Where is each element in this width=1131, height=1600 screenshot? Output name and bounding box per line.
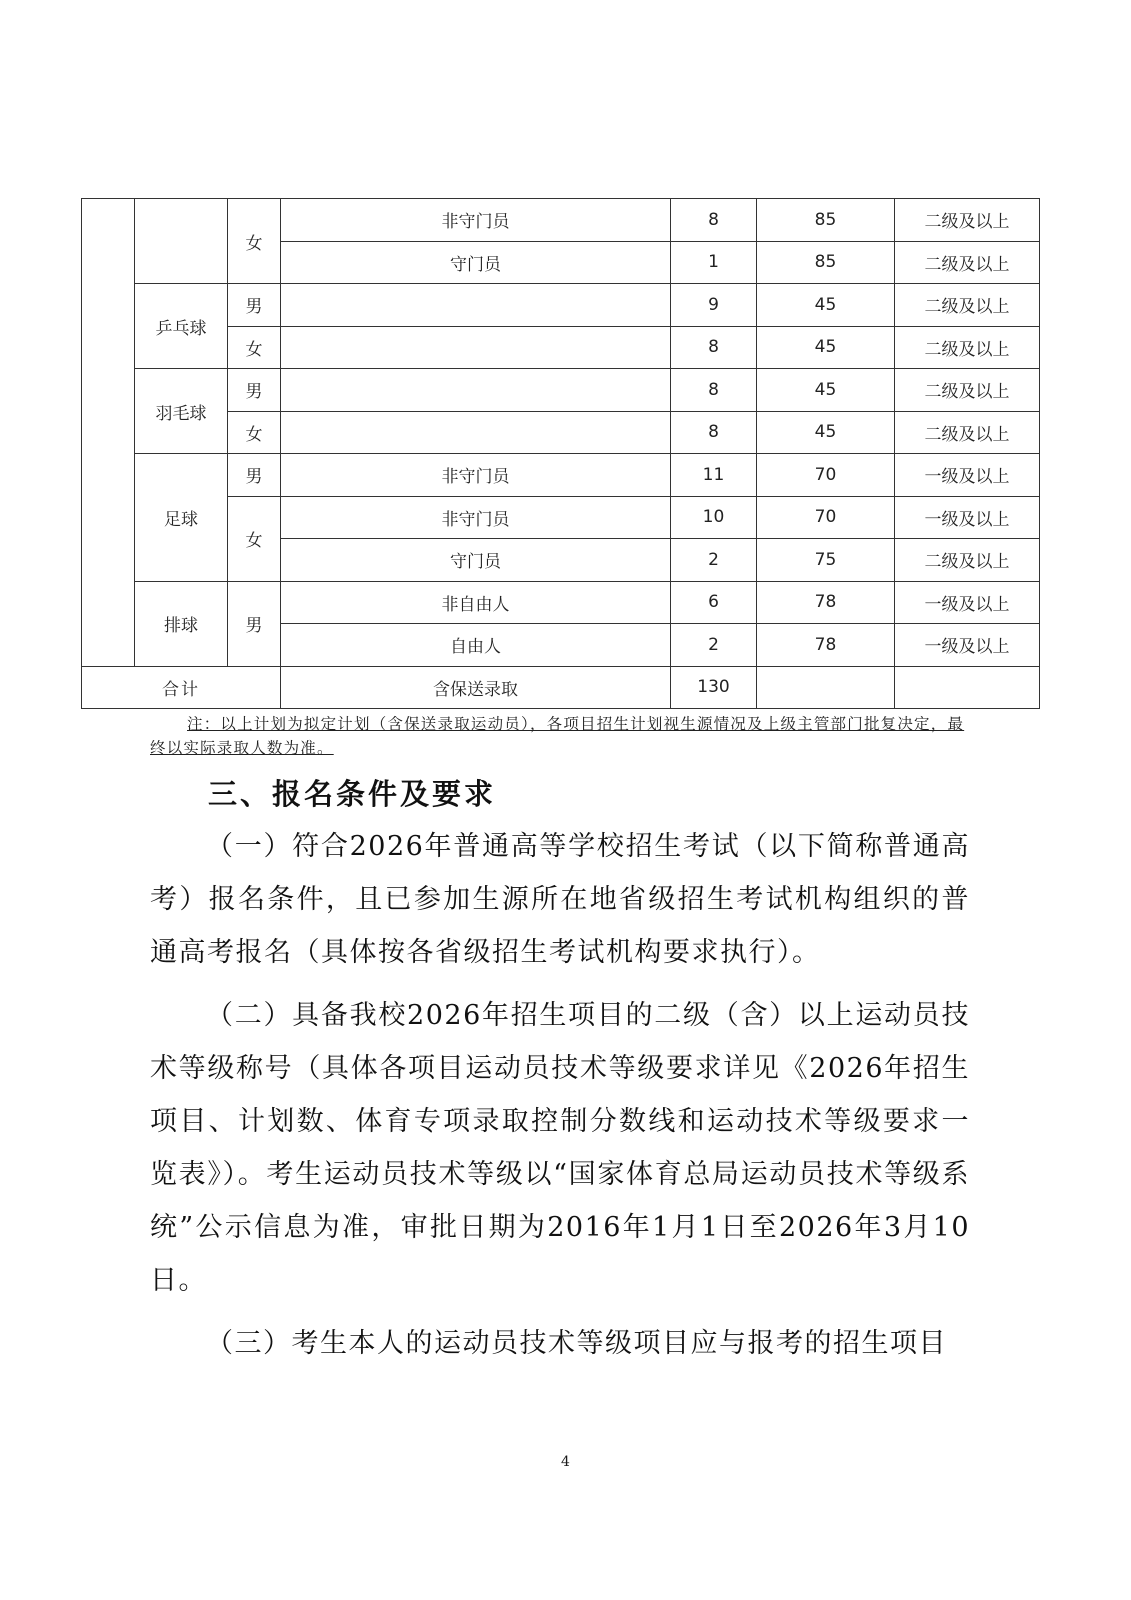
total-level-cell: [895, 666, 1040, 709]
count-cell: 11: [671, 454, 757, 497]
count-cell: 1: [671, 241, 757, 284]
level-cell: 一级及以上: [895, 581, 1040, 624]
section-body: [150, 820, 970, 1380]
count-cell: 8: [671, 369, 757, 412]
total-count: 130: [671, 666, 757, 709]
paragraph: （二）具备我校2026年招生项目的二级（含）以上运动员技术等级称号（具体各项目运动员技术等级要求详见《2026年招生项目、计划数、体育专项录取控制分数线和运动技术等级要求一览表》）。考生运动员技术等级以“国家体育总局运动员技术等级系统”公示信息为准，审批日期为2016年1月1日至2026年3月10日。: [150, 1000, 970, 1296]
gender-cell: 男: [228, 369, 281, 412]
table-row: [82, 369, 1040, 412]
count-cell: 8: [671, 199, 757, 242]
sport-cell: 排球: [135, 581, 228, 666]
score-cell: 70: [757, 496, 895, 539]
paragraph: （三）考生本人的运动员技术等级项目应与报考的招生项目: [206, 1328, 947, 1359]
count-cell: 6: [671, 581, 757, 624]
level-cell: 二级及以上: [895, 539, 1040, 582]
gender-cell: 女: [228, 496, 281, 581]
gender-cell: 男: [228, 454, 281, 497]
position-cell: 非守门员: [281, 199, 671, 242]
position-cell: 守门员: [281, 539, 671, 582]
sport-cell: 乒乓球: [135, 284, 228, 369]
table-row: [82, 454, 1040, 497]
score-cell: 45: [757, 284, 895, 327]
table-row: [82, 284, 1040, 327]
position-cell: [281, 326, 671, 369]
count-cell: 8: [671, 326, 757, 369]
level-cell: 一级及以上: [895, 624, 1040, 667]
total-note: 含保送录取: [281, 666, 671, 709]
count-cell: 2: [671, 539, 757, 582]
position-cell: 守门员: [281, 241, 671, 284]
position-cell: 非守门员: [281, 454, 671, 497]
score-cell: 45: [757, 369, 895, 412]
level-cell: 一级及以上: [895, 454, 1040, 497]
score-cell: 45: [757, 411, 895, 454]
level-cell: 二级及以上: [895, 284, 1040, 327]
score-cell: 45: [757, 326, 895, 369]
category-cell: [82, 199, 135, 667]
section-title: 三、报名条件及要求: [208, 777, 497, 811]
score-cell: 70: [757, 454, 895, 497]
gender-cell: 女: [228, 199, 281, 284]
sport-cell: 羽毛球: [135, 369, 228, 454]
table-row: [82, 199, 1040, 242]
score-cell: 75: [757, 539, 895, 582]
gender-cell: 男: [228, 581, 281, 666]
gender-cell: 女: [228, 326, 281, 369]
enrollment-plan-table: [81, 198, 1040, 709]
total-label: 合计: [82, 666, 281, 709]
paragraph: （一）符合2026年普通高等学校招生考试（以下简称普通高考）报名条件，且已参加生源所在地省级招生考试机构组织的普通高考报名（具体按各省级招生考试机构要求执行）。: [150, 831, 970, 968]
position-cell: 非自由人: [281, 581, 671, 624]
position-cell: 自由人: [281, 624, 671, 667]
position-cell: [281, 411, 671, 454]
score-cell: 78: [757, 624, 895, 667]
table-row: [82, 581, 1040, 624]
total-row: [82, 666, 1040, 709]
level-cell: 二级及以上: [895, 326, 1040, 369]
level-cell: 一级及以上: [895, 496, 1040, 539]
level-cell: 二级及以上: [895, 411, 1040, 454]
sport-cell: [135, 199, 228, 284]
count-cell: 10: [671, 496, 757, 539]
score-cell: 85: [757, 241, 895, 284]
position-cell: 非守门员: [281, 496, 671, 539]
count-cell: 2: [671, 624, 757, 667]
score-cell: 78: [757, 581, 895, 624]
level-cell: 二级及以上: [895, 199, 1040, 242]
gender-cell: 女: [228, 411, 281, 454]
score-cell: 85: [757, 199, 895, 242]
level-cell: 二级及以上: [895, 369, 1040, 412]
count-cell: 8: [671, 411, 757, 454]
count-cell: 9: [671, 284, 757, 327]
page-number: 4: [561, 1454, 570, 1470]
gender-cell: 男: [228, 284, 281, 327]
table-note: 注：以上计划为拟定计划（含保送录取运动员），各项目招生计划视生源情况及上级主管部门批复决定，最终以实际录取人数为准。: [150, 715, 965, 757]
sport-cell: 足球: [135, 454, 228, 582]
level-cell: 二级及以上: [895, 241, 1040, 284]
position-cell: [281, 284, 671, 327]
position-cell: [281, 369, 671, 412]
total-score-cell: [757, 666, 895, 709]
